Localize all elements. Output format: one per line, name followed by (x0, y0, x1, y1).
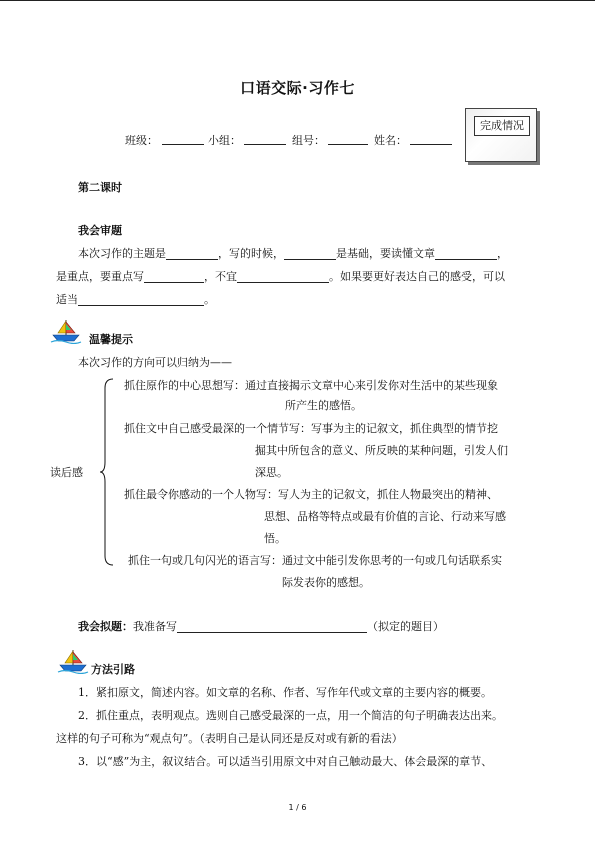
draft-heading: 我会拟题： (78, 620, 133, 633)
method-point-2-line-2: 这样的句子可称为“观点句”。（表明自己是认同还是反对或有新的看法） (56, 732, 403, 745)
completion-badge (465, 108, 538, 163)
tips-intro: 本次习作的方向可以归纳为—— (78, 356, 232, 369)
tip-item-3-line-1: 抓住最令你感动的一个人物写：写人为主的记叙文，抓住人物最突出的精神、 (124, 488, 498, 501)
tip-item-2-line-2: 掘其中所包含的意义、所反映的某种问题，引发人们 (255, 444, 508, 457)
method-point-3: 3．以“感”为主，叙议结合。可以适当引用原文中对自己触动最大、体会最深的章节、 (78, 755, 493, 768)
ship-icon (50, 318, 82, 344)
blank-field[interactable] (166, 247, 218, 260)
tips-heading: 温馨提示 (89, 333, 133, 346)
review-text: ， (497, 247, 508, 260)
review-text: ，不宜 (204, 270, 237, 283)
blank-field[interactable] (284, 247, 336, 260)
group-field[interactable] (244, 132, 286, 145)
tip-item-4-line-2: 际发表你的感想。 (282, 576, 370, 589)
draft-suffix: （拟定的题目） (367, 620, 444, 633)
tip-item-2-line-1: 抓住文中自己感受最深的一个情节写：写事为主的记叙文，抓住典型的情节挖 (124, 422, 498, 435)
tip-item-3-line-2: 思想、品格等特点或最有价值的言论、行动来写感 (264, 510, 506, 523)
tip-item-4-line-1: 抓住一句或几句闪光的语言写：通过文中能引发你思考的一句或几句话联系实 (128, 554, 502, 567)
number-field[interactable] (328, 132, 368, 145)
draft-line (78, 618, 444, 634)
name-field[interactable] (410, 132, 452, 145)
method-point-1: 1．紧扣原文，简述内容。如文章的名称、作者、写作年代或文章的主要内容的概要。 (78, 686, 492, 699)
badge-frame (465, 108, 537, 162)
class-field[interactable] (162, 132, 204, 145)
review-text: 适当 (56, 293, 78, 306)
brace-icon (100, 378, 114, 566)
review-text: 。 (204, 293, 215, 306)
tip-item-3-line-3: 悟。 (264, 532, 286, 545)
review-line-1 (78, 245, 508, 261)
review-text: 是重点，要重点写 (56, 270, 144, 283)
review-heading: 我会审题 (78, 224, 122, 237)
blank-field[interactable] (78, 293, 204, 306)
class-label: 班级： (125, 134, 158, 147)
group-label: 小组： (208, 134, 241, 147)
blank-field[interactable] (237, 270, 329, 283)
brace-label: 读后感 (50, 466, 83, 479)
title-field[interactable] (177, 620, 367, 633)
method-point-2-line-1: 2．抓住重点，表明观点。选则自己感受最深的一点，用一个简洁的句子明确表达出来。 (78, 709, 503, 722)
review-line-3 (56, 291, 215, 307)
review-text: 本次习作的主题是 (78, 247, 166, 260)
badge-label: 完成情况 (474, 116, 530, 136)
review-text: 。如果要更好表达自己的感受，可以 (329, 270, 505, 283)
name-label: 姓名： (374, 134, 407, 147)
draft-text: 我准备写 (133, 620, 177, 633)
tip-item-1-line-1: 抓住原作的中心思想写：通过直接揭示文章中心来引发你对生活中的某些现象 (124, 379, 498, 392)
lesson-heading: 第二课时 (78, 181, 122, 194)
tip-item-1-line-2: 所产生的感悟。 (285, 399, 362, 412)
blank-field[interactable] (435, 247, 497, 260)
page-title: 口语交际·习作七 (240, 79, 355, 97)
tip-item-2-line-3: 深思。 (255, 466, 288, 479)
review-line-2 (56, 268, 505, 284)
review-text: 是基础，要读懂文章 (336, 247, 435, 260)
page-number: 1 / 6 (288, 803, 307, 812)
ship-icon (57, 648, 89, 674)
review-text: ，写的时候， (218, 247, 284, 260)
number-label: 组号： (292, 134, 325, 147)
method-heading: 方法引路 (91, 663, 135, 676)
top-rule (0, 0, 595, 1)
blank-field[interactable] (144, 270, 204, 283)
